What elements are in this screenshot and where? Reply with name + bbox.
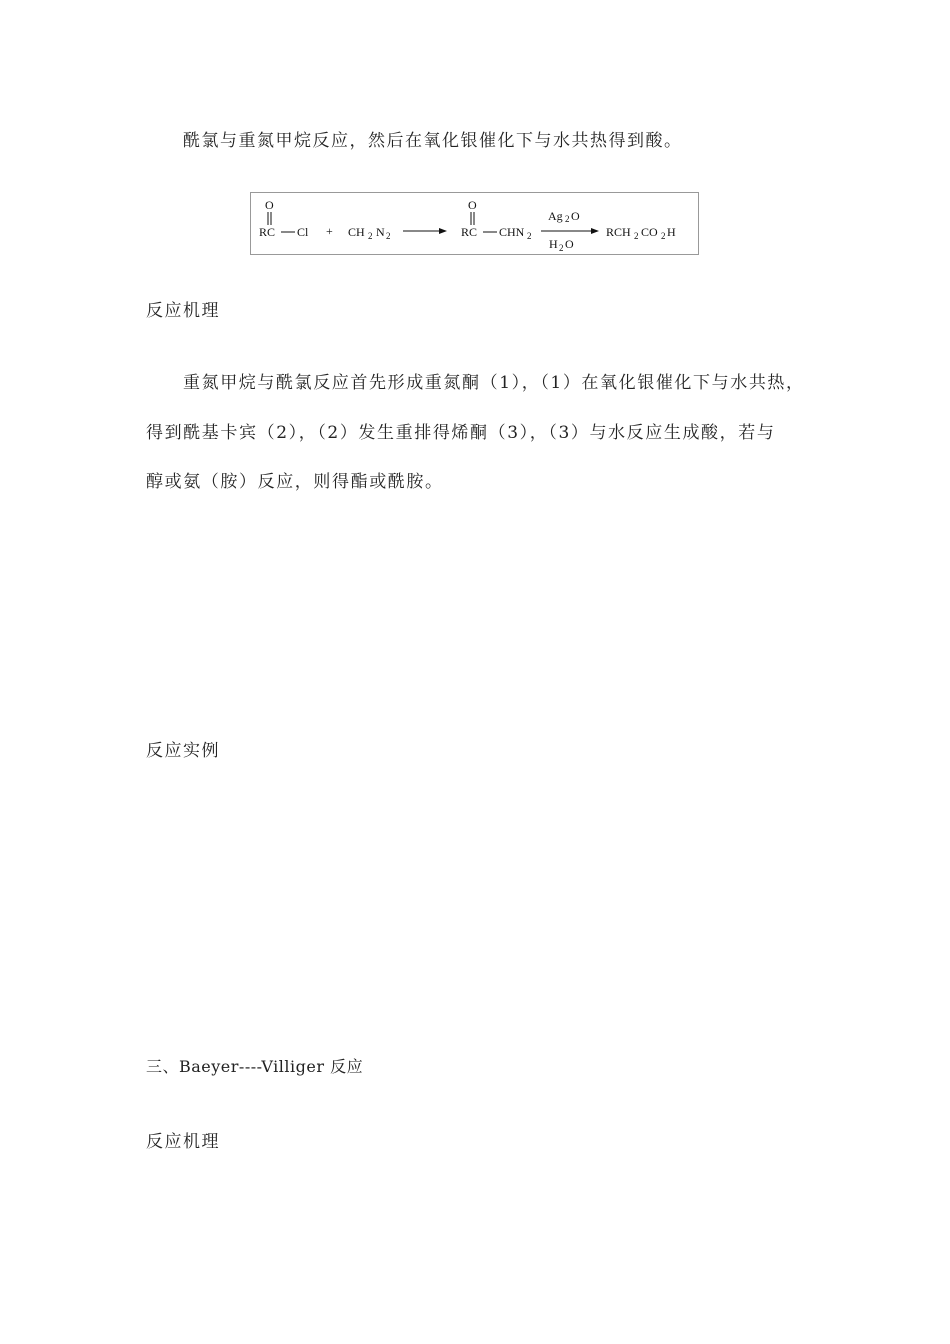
reactant2-sub2: 2 — [386, 231, 391, 241]
reactant2-sub1: 2 — [368, 231, 373, 241]
intermediate-rc: RC — [461, 225, 478, 239]
intro-text: 酰氯与重氮甲烷反应，然后在氧化银催化下与水共热得到酸。 — [183, 131, 683, 151]
mechanism-line-2: 得到酰基卡宾（2），（2）发生重排得烯酮（3），（3）与水反应生成酸，若与 — [146, 423, 776, 443]
reaction-scheme — [250, 192, 699, 255]
product-co: CO — [641, 225, 658, 239]
intermediate-chn: CHN — [499, 225, 525, 239]
product-rch: RCH — [606, 225, 631, 239]
product-sub2: 2 — [661, 231, 666, 241]
section-heading-mechanism: 反应机理 — [146, 301, 220, 321]
arndt-eistert-scheme-diagram — [251, 193, 700, 256]
intermediate-sub: 2 — [527, 231, 532, 241]
reagent-ag-sub: 2 — [565, 214, 570, 224]
reagent-ag-o: O — [571, 209, 580, 223]
plus-sign: + — [326, 224, 333, 238]
section-heading-examples: 反应实例 — [146, 741, 220, 761]
reactant1-cl: Cl — [297, 225, 309, 239]
reactant1-oxygen: O — [265, 198, 274, 212]
reagent-h-sub: 2 — [559, 243, 564, 253]
section-heading-baeyer-villiger: 三、Baeyer----Villiger 反应 — [146, 1057, 364, 1076]
mechanism-line-1: 重氮甲烷与酰氯反应首先形成重氮酮（1），（1）在氧化银催化下与水共热， — [183, 373, 805, 393]
reactant2-ch: CH — [348, 225, 365, 239]
reactant2-n: N — [376, 225, 385, 239]
mechanism-line-3: 醇或氨（胺）反应，则得酯或酰胺。 — [146, 472, 444, 492]
reagent-h: H — [549, 237, 558, 251]
product-sub1: 2 — [634, 231, 639, 241]
arrow1-head — [439, 228, 447, 234]
arrow2-head — [591, 228, 599, 234]
reagent-ag: Ag — [548, 209, 563, 223]
reactant1-rc: RC — [259, 225, 276, 239]
section-heading-mechanism-2: 反应机理 — [146, 1132, 220, 1152]
reagent-h-o: O — [565, 237, 574, 251]
product-h: H — [667, 225, 676, 239]
intermediate-oxygen: O — [468, 198, 477, 212]
